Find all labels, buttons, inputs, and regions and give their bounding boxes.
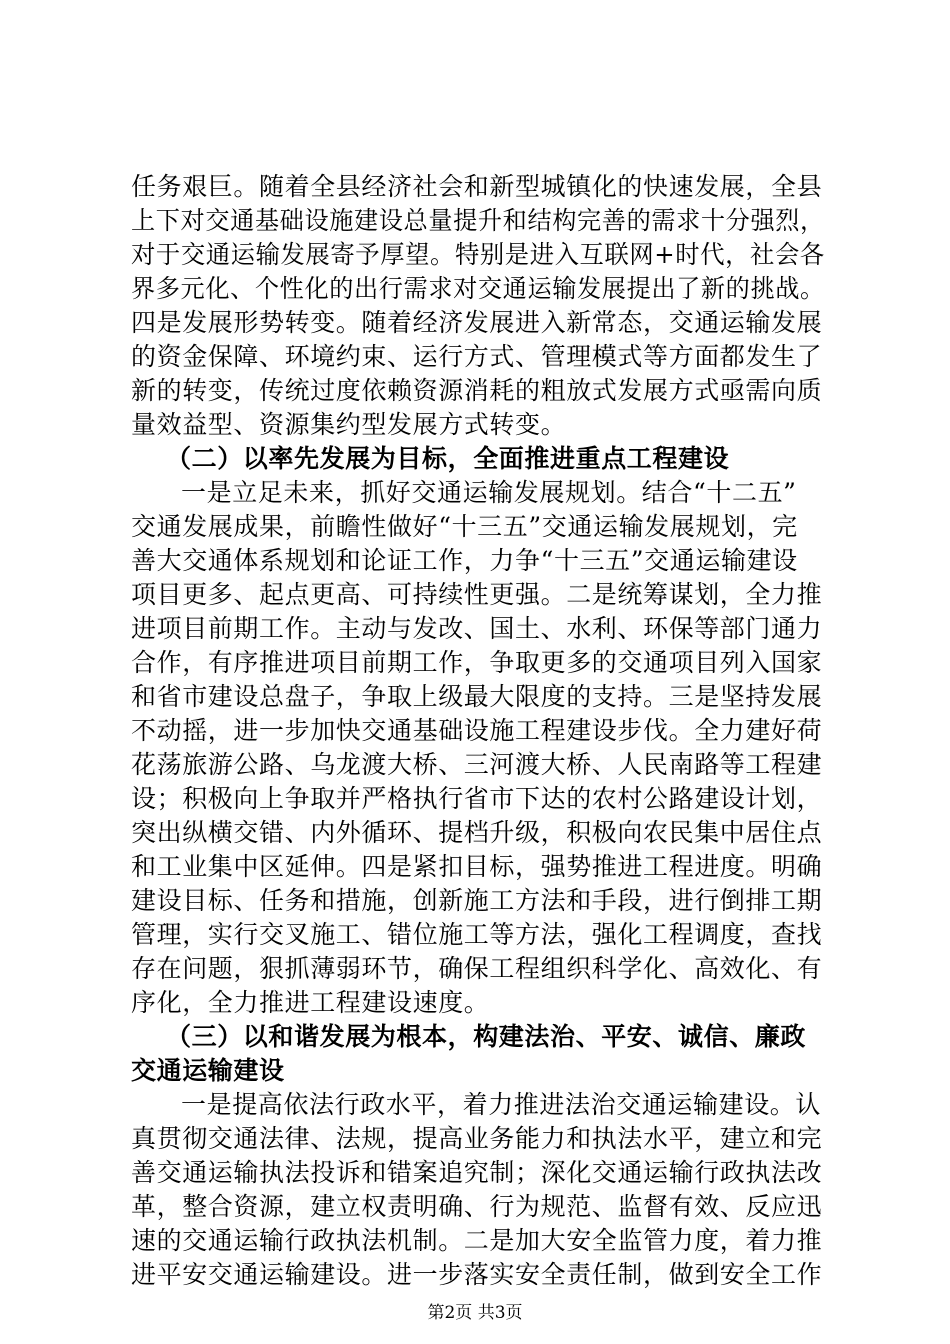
body-text-line: 上下对交通基础设施建设总量提升和结构完善的需求十分强烈， [131,206,825,235]
body-text-line: 界多元化、个性化的出行需求对交通运输发展提出了新的挑战。 [131,274,825,303]
body-text-line: 的资金保障、环境约束、运行方式、管理模式等方面都发生了 [131,342,823,371]
body-text-line: 新的转变，传统过度依赖资源消耗的粗放式发展方式亟需向质 [131,376,823,405]
body-text-line: 设；积极向上争取并严格执行省市下达的农村公路建设计划， [131,784,823,813]
body-text-line: 对于交通运输发展寄予厚望。特别是进入互联网+时代，社会各 [131,240,825,269]
body-text-line: 善交通运输执法投诉和错案追究制；深化交通运输行政执法改 [131,1158,823,1187]
body-text-line: 花荡旅游公路、乌龙渡大桥、三河渡大桥、人民南路等工程建 [131,750,823,779]
body-text-line: 一是立足未来，抓好交通运输发展规划。结合“十二五” [181,478,797,507]
body-text-line: 进项目前期工作。主动与发改、国土、水利、环保等部门通力 [131,614,823,643]
section-heading-3-continued: 交通运输建设 [131,1056,285,1085]
section-heading-3: （三）以和谐发展为根本，构建法治、平安、诚信、廉政 [166,1022,807,1051]
body-text-line: 任务艰巨。随着全县经济社会和新型城镇化的快速发展，全县 [131,172,823,201]
body-text-line: 革，整合资源，建立权责明确、行为规范、监督有效、反应迅 [131,1192,823,1221]
body-text-line: 进平安交通运输建设。进一步落实安全责任制，做到安全工作 [131,1260,823,1289]
body-text-line: 交通发展成果，前瞻性做好“十三五”交通运输发展规划，完 [131,512,798,541]
body-text-line: 和工业集中区延伸。四是紧扣目标，强势推进工程进度。明确 [131,852,823,881]
page-number-footer: 第2页 共3页 [427,1303,523,1323]
body-text-line: 建设目标、任务和措施，创新施工方法和手段，进行倒排工期 [131,886,823,915]
body-text-line: 突出纵横交错、内外循环、提档升级，积极向农民集中居住点 [131,818,823,847]
body-text-line: 量效益型、资源集约型发展方式转变。 [131,410,567,439]
body-text-line: 合作，有序推进项目前期工作，争取更多的交通项目列入国家 [131,648,823,677]
body-text-line: 速的交通运输行政执法机制。二是加大安全监管力度，着力推 [131,1226,823,1255]
body-text-line: 和省市建设总盘子，争取上级最大限度的支持。三是坚持发展 [131,682,823,711]
section-heading-2: （二）以率先发展为目标，全面推进重点工程建设 [166,444,730,473]
body-text-line: 存在问题，狠抓薄弱环节，确保工程组织科学化、高效化、有 [131,954,823,983]
body-text-line: 真贯彻交通法律、法规，提高业务能力和执法水平，建立和完 [131,1124,823,1153]
body-text-line: 不动摇，进一步加快交通基础设施工程建设步伐。全力建好荷 [131,716,823,745]
body-text-line: 善大交通体系规划和论证工作，力争“十三五”交通运输建设 [131,546,798,575]
body-text-line: 管理，实行交叉施工、错位施工等方法，强化工程调度，查找 [131,920,823,949]
body-text-line: 项目更多、起点更高、可持续性更强。二是统筹谋划，全力推 [131,580,823,609]
body-text-line: 四是发展形势转变。随着经济发展进入新常态，交通运输发展 [131,308,823,337]
body-text-line: 序化，全力推进工程建设速度。 [131,988,490,1017]
body-text-line: 一是提高依法行政水平，着力推进法治交通运输建设。认 [181,1090,822,1119]
